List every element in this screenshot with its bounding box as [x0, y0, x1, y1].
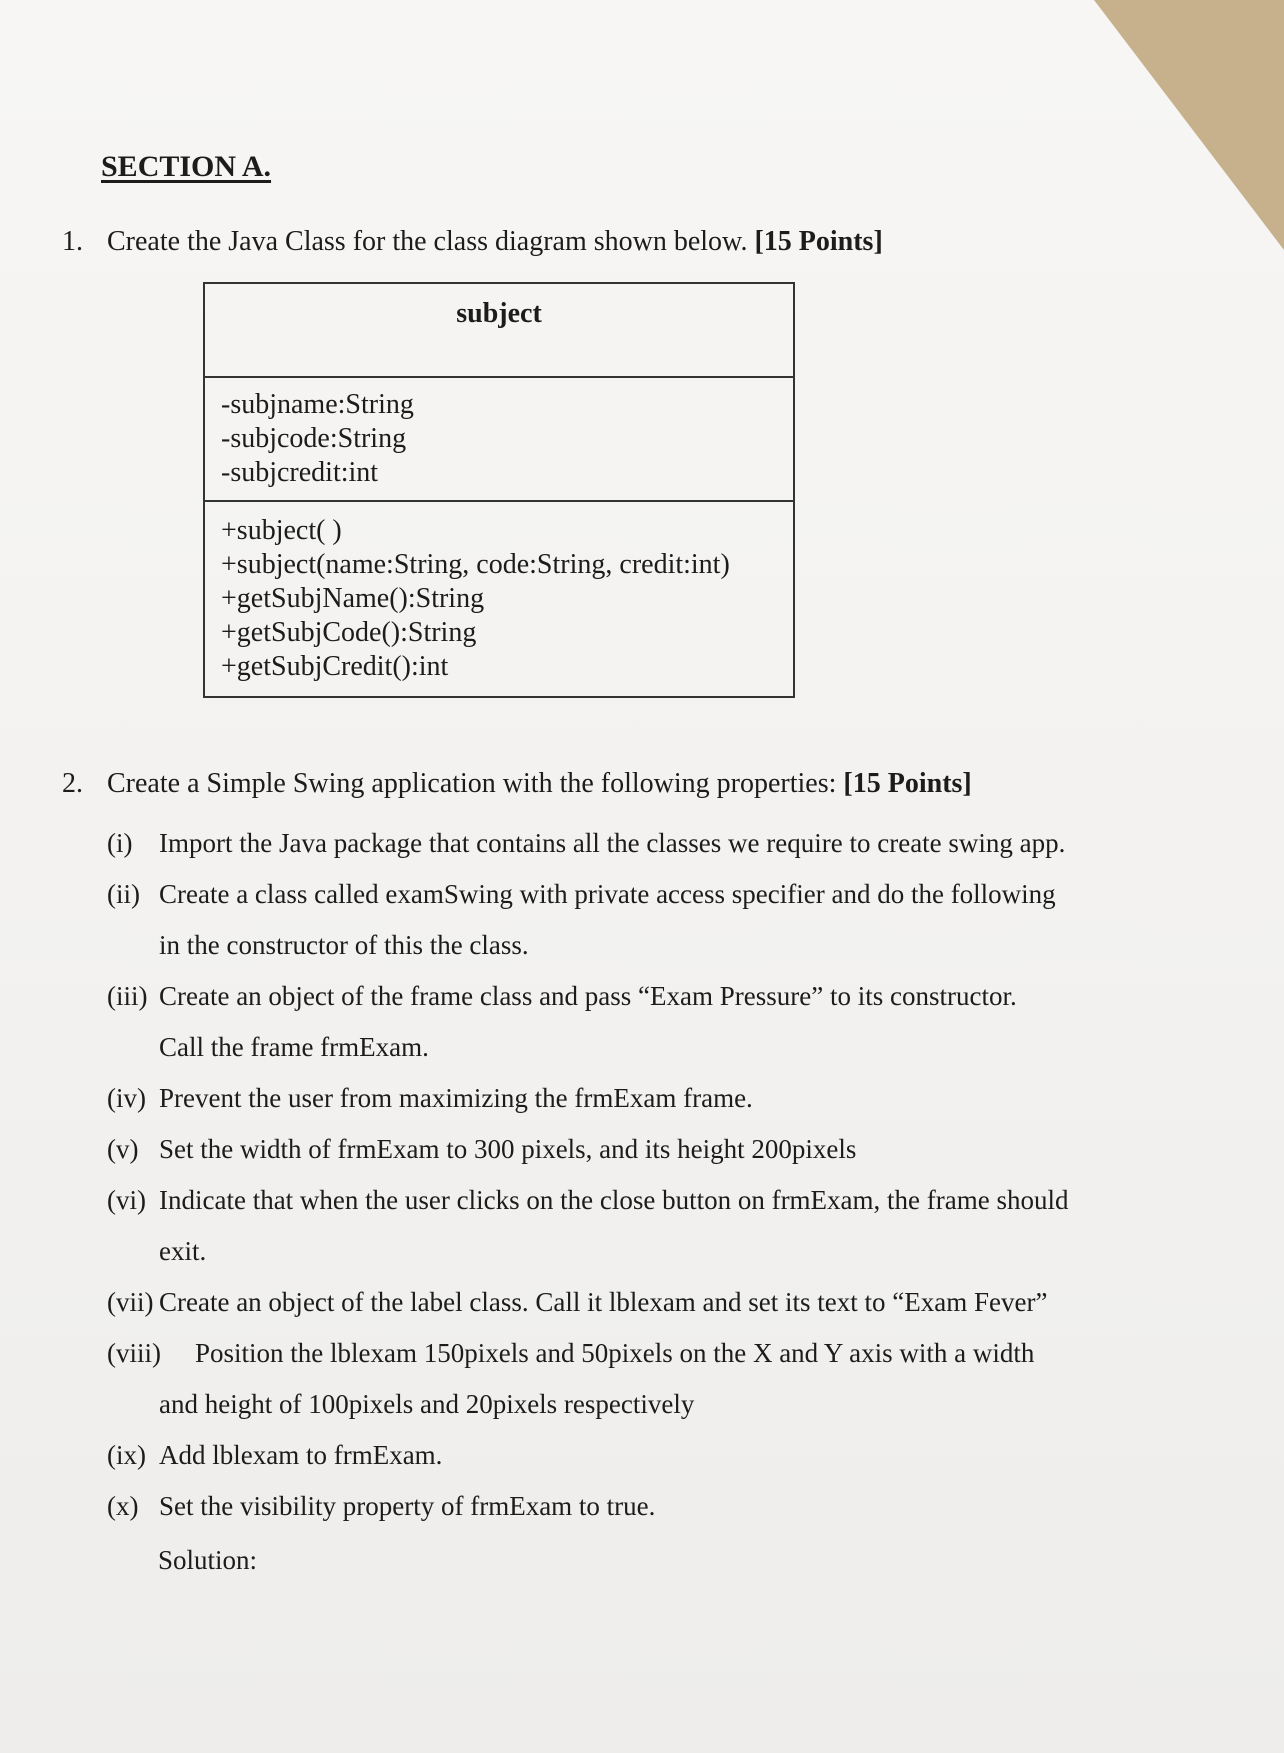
- item-text: Indicate that when the user clicks on the close button on frmExam, the frame should: [159, 1185, 1069, 1215]
- item-text: Create an object of the label class. Call it lblexam and set its text to “Exam Fever”: [159, 1287, 1048, 1317]
- question-2-item-list: [107, 818, 1127, 1532]
- uml-method: +getSubjCode():String: [221, 617, 477, 648]
- list-item: [107, 1073, 1127, 1124]
- list-item: [107, 869, 1127, 971]
- question-1-number: 1.: [62, 226, 83, 257]
- question-2-points: [15 Points]: [843, 768, 972, 799]
- item-number: (viii): [107, 1338, 161, 1368]
- question-1: [62, 226, 883, 258]
- item-text-continued: Call the frame frmExam.: [159, 1032, 429, 1062]
- list-item: [107, 1328, 1127, 1430]
- item-text: Set the visibility property of frmExam to true.: [159, 1491, 656, 1521]
- item-text: Add lblexam to frmExam.: [159, 1440, 443, 1470]
- uml-class-name: subject: [205, 284, 793, 378]
- uml-methods: [205, 502, 793, 696]
- list-item: [107, 1124, 1127, 1175]
- uml-method: +subject( ): [221, 515, 342, 546]
- item-number: (iii): [107, 981, 148, 1011]
- section-title: SECTION A.: [101, 150, 272, 183]
- item-text-continued: and height of 100pixels and 20pixels respectively: [159, 1389, 695, 1419]
- question-1-points: [15 Points]: [754, 226, 883, 257]
- item-text: Import the Java package that contains all the classes we require to create swing app.: [159, 828, 1066, 858]
- item-text: Prevent the user from maximizing the frmExam frame.: [159, 1083, 753, 1113]
- question-2-text: Create a Simple Swing application with the following properties:: [107, 768, 837, 799]
- item-number: (x): [107, 1491, 139, 1521]
- list-item: [107, 1175, 1127, 1277]
- uml-attributes: [205, 378, 793, 502]
- item-text: Create an object of the frame class and pass “Exam Pressure” to its constructor.: [159, 981, 1017, 1011]
- list-item: [107, 1277, 1127, 1328]
- solution-label: Solution:: [158, 1545, 258, 1575]
- list-item: [107, 818, 1127, 869]
- item-text: Position the lblexam 150pixels and 50pixels on the X and Y axis with a width: [195, 1338, 1035, 1368]
- uml-method: +subject(name:String, code:String, credit:int): [221, 549, 730, 580]
- item-text-continued: exit.: [159, 1236, 207, 1266]
- list-item: [107, 1430, 1127, 1481]
- item-number: (vi): [107, 1185, 146, 1215]
- uml-attribute: -subjcredit:int: [221, 457, 379, 488]
- item-text: Set the width of frmExam to 300 pixels, and its height 200pixels: [159, 1134, 857, 1164]
- item-number: (ii): [107, 879, 140, 909]
- uml-attribute: -subjname:String: [221, 389, 414, 420]
- page-corner-background: [1094, 0, 1284, 250]
- item-text: Create a class called examSwing with private access specifier and do the following: [159, 879, 1056, 909]
- question-1-text: Create the Java Class for the class diagram shown below.: [107, 226, 748, 257]
- item-number: (v): [107, 1134, 139, 1164]
- list-item: [107, 971, 1127, 1073]
- uml-class-diagram: [203, 282, 795, 698]
- question-2-number: 2.: [62, 768, 83, 799]
- uml-method: +getSubjName():String: [221, 583, 485, 614]
- question-2: [62, 768, 972, 800]
- list-item: [107, 1481, 1127, 1532]
- uml-attribute: -subjcode:String: [221, 423, 407, 454]
- item-number: (ix): [107, 1440, 146, 1470]
- item-text-continued: in the constructor of this the class.: [159, 930, 529, 960]
- item-number: (iv): [107, 1083, 146, 1113]
- item-number: (vii): [107, 1287, 154, 1317]
- item-number: (i): [107, 828, 133, 858]
- uml-method: +getSubjCredit():int: [221, 651, 449, 682]
